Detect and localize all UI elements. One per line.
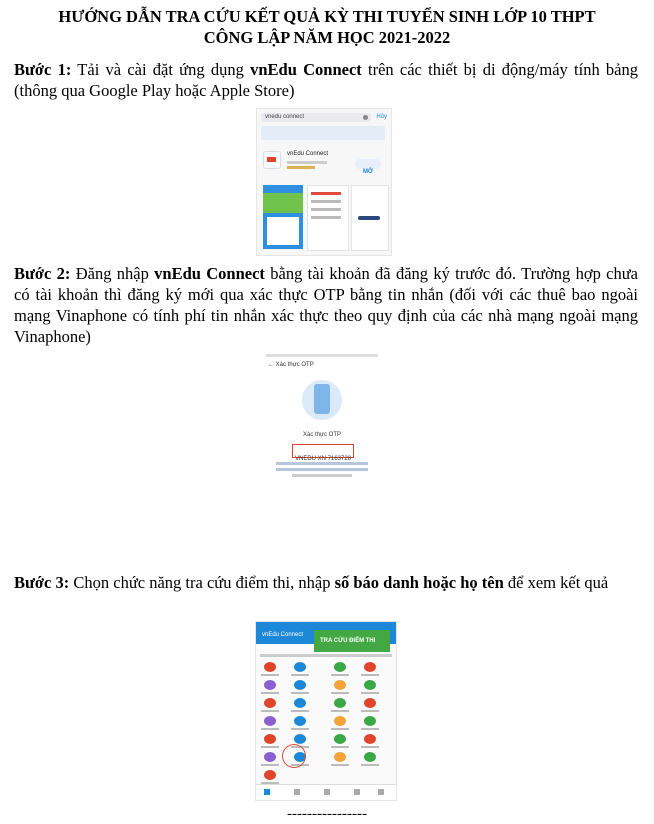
feature-icon [264, 770, 276, 780]
feature-icon [364, 680, 376, 690]
feature-label-bar [291, 674, 309, 676]
feature-label-bar [361, 746, 379, 748]
feature-icon [334, 680, 346, 690]
feature-icon [364, 662, 376, 672]
feature-label-bar [261, 764, 279, 766]
feature-label-bar [291, 692, 309, 694]
app-name: vnEdu Connect [287, 151, 329, 157]
step-2-text-a: Đăng nhập [70, 264, 155, 283]
feature-label-bar [291, 728, 309, 730]
home-icon [264, 789, 270, 795]
step-2-label: Bước 2: [14, 264, 71, 283]
feature-icon [334, 716, 346, 726]
feature-label-bar [261, 674, 279, 676]
feature-label-bar [291, 710, 309, 712]
otp-screenshot [262, 352, 382, 512]
search-input: vnedu connect [265, 114, 305, 120]
back-bar: ← Xác thực OTP [268, 362, 314, 368]
title-line-2: CÔNG LẬP NĂM HỌC 2021-2022 [203, 28, 451, 47]
feature-label-bar [331, 692, 349, 694]
title-line-1: HƯỚNG DẪN TRA CỨU KẾT QUẢ KỲ THI TUYỂN SINH LỚP 10 THPT [58, 7, 596, 26]
feature-icon [334, 752, 346, 762]
otp-heading: Xác thực OTP [302, 432, 342, 438]
app-home-screenshot [255, 621, 397, 801]
bottom-nav [256, 784, 396, 801]
nav-icon-3 [324, 789, 330, 795]
document-title [0, 6, 654, 48]
step-3-text-b: để xem kết quả [503, 573, 609, 592]
back-arrow-icon: ← [268, 362, 274, 368]
feature-label-bar [261, 692, 279, 694]
phone-icon [314, 384, 330, 414]
step-2-app-name: vnEdu Connect [154, 264, 265, 283]
step-1-text [14, 59, 638, 101]
app-store-screenshot [256, 108, 392, 256]
feature-label-bar [261, 728, 279, 730]
step-2-text-b: bằng tài khoản đã đăng ký trước đó. Trường hợp chưa có tài khoản thì đăng ký mới qua xác thực OTP bằng tin nhắn (đối với các thuê bao ngoài mạng Vinaphone có tính phí tin nhắn xác thực theo quy định của các nhà mạng ngoài mạng Vinaphone) [14, 264, 638, 346]
feature-icon [364, 716, 376, 726]
feature-label-bar [261, 746, 279, 748]
exam-banner: TRA CỨU ĐIỂM THI [314, 630, 390, 652]
preview-image-2 [307, 185, 349, 251]
feature-label-bar [361, 728, 379, 730]
nav-icon-5 [378, 789, 384, 795]
otp-code-box [292, 444, 354, 462]
cancel-link: Hủy [376, 114, 387, 120]
step-1-app-name: vnEdu Connect [250, 60, 362, 79]
feature-label-bar [331, 674, 349, 676]
feature-label-bar [331, 746, 349, 748]
feature-icon [364, 698, 376, 708]
step-3-keyword: số báo danh hoặc họ tên [334, 573, 504, 592]
feature-icon [294, 698, 306, 708]
feature-icon [264, 698, 276, 708]
info-banner [261, 126, 385, 140]
step-1-text-b: trên các thiết bị di động/máy tính bảng (thông qua Google Play hoặc Apple Store) [14, 60, 639, 100]
feature-icon [364, 752, 376, 762]
nav-icon-4 [354, 789, 360, 795]
feature-icon [264, 662, 276, 672]
feature-icon [364, 734, 376, 744]
step-1-label: Bước 1: [14, 60, 72, 79]
feature-icon [264, 734, 276, 744]
feature-icon [264, 752, 276, 762]
feature-icon [294, 662, 306, 672]
clear-icon [363, 115, 368, 120]
feature-label-bar [331, 764, 349, 766]
separator-line: ---------------- [287, 806, 367, 822]
nav-icon-2 [294, 789, 300, 795]
otp-code: VNEDU XN 7163728 [294, 456, 352, 462]
step-1-text-a: Tải và cài đặt ứng dụng [71, 60, 251, 79]
feature-label-bar [361, 692, 379, 694]
search-bar [261, 113, 371, 122]
feature-label-bar [261, 710, 279, 712]
open-button: MỞ [355, 159, 381, 169]
phone-illustration [302, 380, 342, 420]
feature-icon [264, 716, 276, 726]
feature-icon [334, 662, 346, 672]
rating-stars [287, 166, 315, 169]
feature-label-bar [361, 710, 379, 712]
feature-icon [294, 716, 306, 726]
feature-icon [334, 734, 346, 744]
step-3-text-a: Chọn chức năng tra cứu điểm thi, nhập [69, 573, 335, 592]
feature-icon [294, 680, 306, 690]
step-2-text [14, 263, 638, 347]
preview-image-1 [263, 185, 303, 249]
feature-icon [334, 698, 346, 708]
feature-label-bar [331, 728, 349, 730]
step-3-text [14, 572, 638, 593]
app-bar-title: vnEdu Connect [262, 632, 304, 638]
preview-image-3 [351, 185, 389, 251]
feature-label-bar [361, 764, 379, 766]
step-3-label: Bước 3: [14, 573, 70, 592]
status-bar [266, 354, 378, 357]
feature-label-bar [331, 710, 349, 712]
feature-icon [294, 734, 306, 744]
feature-icon [264, 680, 276, 690]
app-icon [263, 151, 281, 169]
feature-label-bar [361, 674, 379, 676]
